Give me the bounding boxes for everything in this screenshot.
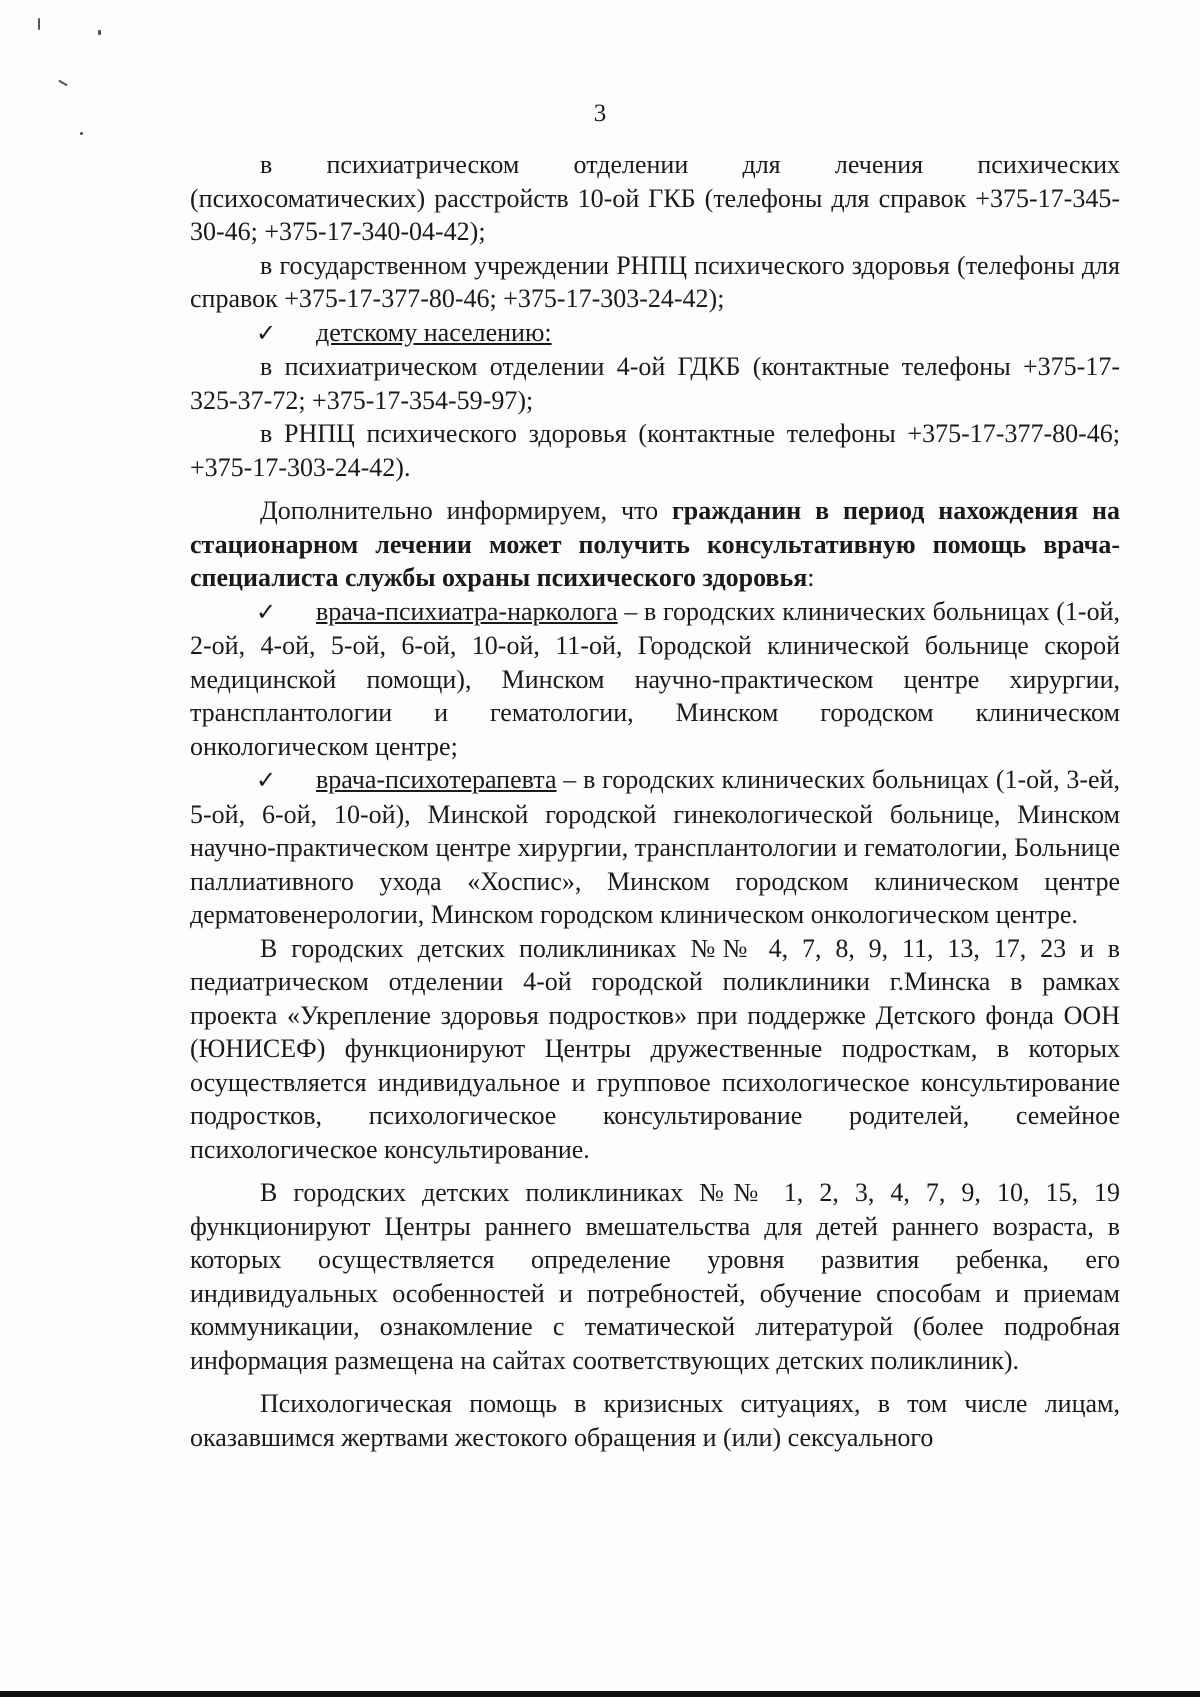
paragraph-psychiatric-department-10gkb: в психиатрическом отделении для лечения психических (психосоматических) расстройств 10-ой ГКБ (телефоны для справок +375-17-345-30-46; +375-17-340-04-42); [190, 150, 1120, 246]
checklist-item-children [190, 316, 1120, 351]
paragraph-bold-text: гражданин в период нахождения на стационарном лечении может получить консультативную помощь врача-специалиста службы охраны психического здоровья [190, 496, 1121, 592]
checkmark-icon: ✓ [256, 597, 277, 626]
paragraph-inpatient-consultation [190, 494, 1120, 595]
paragraph-youth-friendly-centers: В городских детских поликлиниках №№ 4, 7, 8, 9, 11, 13, 17, 23 и в педиатрическом отделении 4-ой городской поликлиники г.Минска в рамках проекта «Укрепление здоровья подростков» при поддержке Детского фонда ООН (ЮНИСЕФ) функционируют Центры дружественные подросткам, в которых осуществляется индивидуальное и групповое психологическое консультирование подростков, психологическое консультирование родителей, семейное психологическое консультирование. [190, 933, 1120, 1164]
scan-bottom-edge [0, 1691, 1200, 1697]
checkmark-icon: ✓ [256, 318, 277, 347]
checklist-item-psychotherapist [190, 763, 1120, 932]
paragraph-lead-text: Дополнительно информируем, что [260, 496, 672, 525]
scan-speck [38, 18, 40, 30]
scan-speck [80, 132, 83, 135]
checklist-label-narcologist: врача-психиатра-нарколога [316, 596, 618, 626]
checklist-heading-children: детскому населению: [316, 317, 552, 347]
page-number: 3 [593, 100, 607, 127]
paragraph-psychiatric-department-4gdkb: в психиатрическом отделении 4-ой ГДКБ (контактные телефоны +375-17-325-37-72; +375-17-354-59-97); [190, 352, 1120, 415]
scan-speck [98, 30, 101, 35]
checklist-text-psychotherapist: – в городских клинических больницах (1-ой, 3-ей, 5-ой, 6-ой, 10-ой), Минской городской гинекологической больнице, Минском научно-практическом центре хирургии, трансплантологии и гематологии, Больнице паллиативного ухода «Хоспис», Минском городском клиническом центре дерматовенерологии, Минском городском клиническом онкологическом центре. [190, 765, 1120, 929]
paragraph-tail-text: : [807, 563, 815, 592]
paragraph-early-intervention-centers: В городских детских поликлиниках №№ 1, 2, 3, 4, 7, 9, 10, 15, 19 функционируют Центры раннего вмешательства для детей раннего возраста, в которых осуществляется определение уровня развития ребенка, его индивидуальных особенностей и потребностей, обучение способам и приемам коммуникации, ознакомление с тематической литературой (более подробная информация размещена на сайтах соответствующих детских поликлиник). [190, 1178, 1120, 1375]
paragraph-rnpc-mental-health: в государственном учреждении РНПЦ психического здоровья (телефоны для справок +375-17-377-80-46; +375-17-303-24-42); [190, 250, 1120, 313]
paragraph-crisis-help: Психологическая помощь в кризисных ситуациях, в том числе лицам, оказавшимся жертвами жестокого обращения и (или) сексуального [190, 1389, 1120, 1452]
document-body [190, 148, 1120, 1454]
checklist-label-psychotherapist: врача-психотерапевта [316, 765, 557, 794]
paragraph-rnpc-contacts: в РНПЦ психического здоровья (контактные телефоны +375-17-377-80-46; +375-17-303-24-42). [190, 419, 1120, 482]
checklist-item-narcologist [190, 595, 1120, 764]
scan-speck [58, 80, 68, 87]
checkmark-icon: ✓ [256, 766, 277, 794]
checklist-text-narcologist: – в городских клинических больницах (1-ой, 2-ой, 4-ой, 5-ой, 6-ой, 10-ой, 11-ой, Городской клинической больнице скорой медицинской помощи), Минском научно-практическом центре хирургии, трансплантологии и гематологии, Минском городском клиническом онкологическом центре; [190, 596, 1120, 761]
